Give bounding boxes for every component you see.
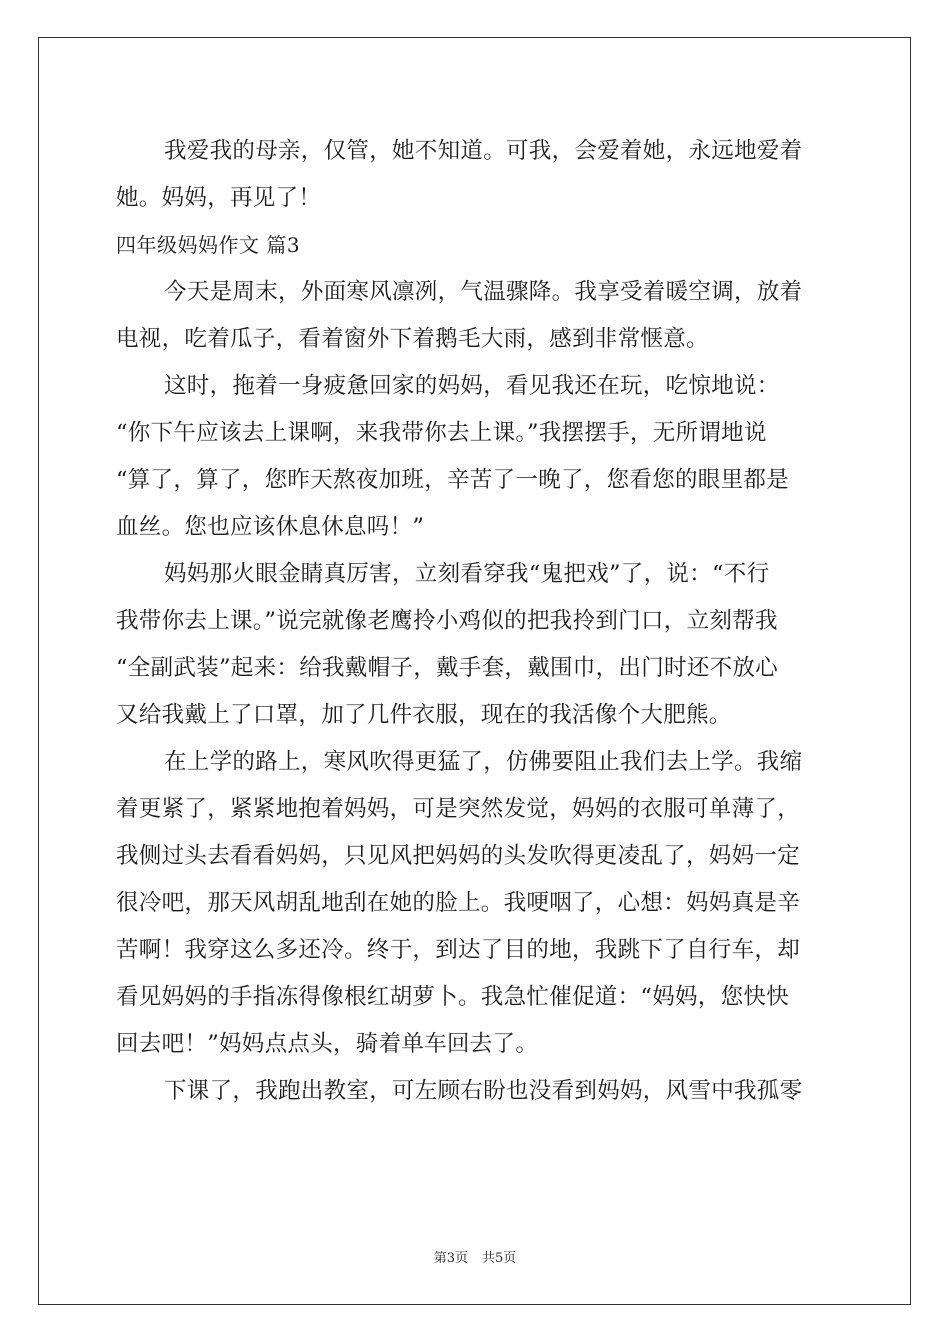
paragraph [116, 128, 836, 222]
document-body [116, 128, 836, 1115]
text-line: 我爱我的母亲，仅管，她不知道。可我，会爱着她，永远地爱着 [164, 138, 803, 164]
text-line: 我侧过头去看看妈妈，只见风把妈妈的头发吹得更凌乱了，妈妈一定 [116, 843, 801, 869]
text-line: 下课了，我跑出教室，可左顾右盼也没看到妈妈，风雪中我孤零 [164, 1078, 803, 1104]
text-line: 这时，拖着一身疲惫回家的妈妈，看见我还在玩，吃惊地说： [164, 373, 780, 399]
text-line: “你下午应该去上课啊，来我带你去上课。”我摆摆手，无所谓地说 [116, 420, 767, 446]
paragraph [116, 363, 836, 551]
text-line: 今天是周末，外面寒风凛冽，气温骤降。我享受着暖空调，放着 [164, 279, 803, 305]
text-line: 在上学的路上，寒风吹得更猛了，仿佛要阻止我们去上学。我缩 [164, 749, 803, 775]
text-line: 很冷吧，那天风胡乱地刮在她的脸上。我哽咽了，心想：妈妈真是辛 [116, 890, 801, 916]
text-line: 着更紧了，紧紧地抱着妈妈，可是突然发觉，妈妈的衣服可单薄了， [116, 796, 801, 822]
paragraph [116, 1068, 836, 1115]
section-heading: 四年级妈妈作文 篇3 [116, 233, 301, 257]
text-line: 电视，吃着瓜子，看着窗外下着鹅毛大雨，感到非常惬意。 [116, 326, 709, 352]
paragraph [116, 551, 836, 739]
page-number-total: 共5页 [482, 1251, 517, 1266]
paragraph [116, 739, 836, 1068]
page-footer [0, 1247, 950, 1266]
text-line: 又给我戴上了口罩，加了几件衣服，现在的我活像个大肥熊。 [116, 702, 732, 728]
text-line: 她。妈妈，再见了！ [116, 185, 322, 211]
text-line: 血丝。您也应该休息休息吗！” [116, 514, 425, 540]
text-line: 看见妈妈的手指冻得像根红胡萝卜。我急忙催促道：“妈妈，您快快 [116, 984, 790, 1010]
text-line: 苦啊！我穿这么多还冷。终于，到达了目的地，我跳下了自行车，却 [116, 937, 801, 963]
page-number-current: 第3页 [433, 1251, 468, 1266]
paragraph [116, 269, 836, 363]
text-line: “算了，算了，您昨天熬夜加班，辛苦了一晚了，您看您的眼里都是 [116, 467, 790, 493]
text-line: 妈妈那火眼金睛真厉害，立刻看穿我“鬼把戏”了，说：“不行 [164, 561, 770, 587]
text-line: 我带你去上课。”说完就像老鹰拎小鸡似的把我拎到门口，立刻帮我 [116, 608, 778, 634]
text-line: 回去吧！”妈妈点点头，骑着单车回去了。 [116, 1031, 539, 1057]
text-line: “全副武装”起来：给我戴帽子，戴手套，戴围巾，出门时还不放心 [116, 655, 779, 681]
